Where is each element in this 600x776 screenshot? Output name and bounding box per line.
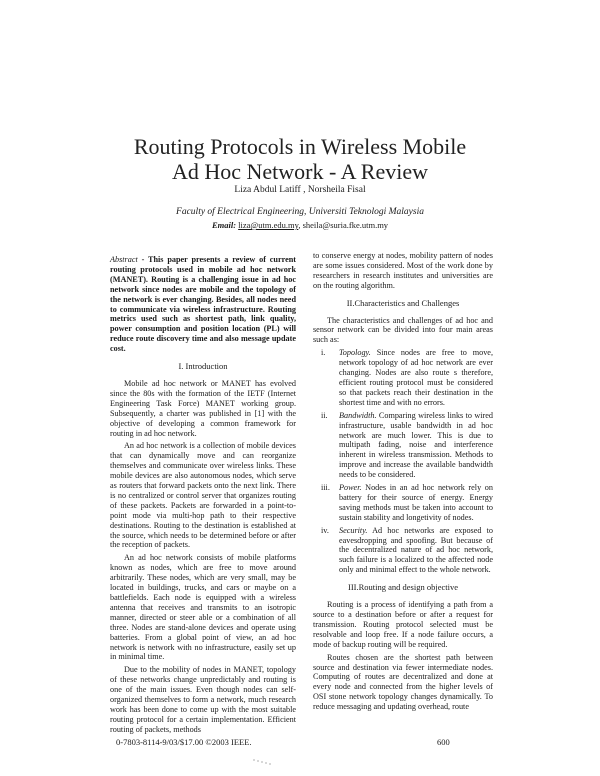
list-item-text: Nodes in an ad hoc network rely on battery for their source of energy. Energy saving methods must be taken into account to sustain stability and longetivity of nodes. [339,483,493,522]
paper-title-line-1: Routing Protocols in Wireless Mobile [133,134,467,159]
list-item [313,483,493,523]
abstract-label: Abstract [110,255,138,264]
list-marker: iii. [321,483,330,493]
list-marker: ii. [321,410,328,420]
right-column [313,251,493,715]
email-label: Email: [211,220,237,230]
paper-affiliation: Faculty of Electrical Engineering, Universiti Teknologi Malaysia [176,207,424,217]
list-item [313,526,493,576]
list-item-text: Since nodes are free to move, network topology of ad hoc network are ever changing. Nodes are also route s therefore, efficient routing protocol must be considered so that packets reach their destination in the shortest time and with no errors. [339,348,493,407]
list-item-term: Bandwidth. [339,410,377,420]
list-item [313,348,493,407]
intro-paragraph: Mobile ad hoc network or MANET has evolved since the 80s with the formation of the IETF (Internet Engineering Task Force) MANET working group. Subsequently, a charter was published in [1] with the objective of developing a common framework for routing in ad hoc network. [110,378,296,438]
scan-speck-icon [252,758,274,766]
email-2: sheila@suria.fke.utm.my [302,220,389,230]
list-item-term: Topology. [339,348,371,358]
footer-copyright: 0-7803-8114-9/03/$17.00 ©2003 IEEE. [116,737,252,747]
section-heading-introduction: I. Introduction [178,361,228,372]
routing-paragraph: Routes chosen are the shortest path between source and destination via fewer intermediate nodes. Computing of routes are decentralized and done at every node and connected from the higher levels of OSI stone network topology changes dynamically. To reduce messaging and updating overhead, route [313,652,493,712]
intro-paragraph: An ad hoc network is a collection of mobile devices that can dynamically move and can reorganize themselves and communicate over wireless links. These mobile devices are also autonomous nodes, which serve as routers that forward packets onto the next link. There is no centralized or control server that organizes routing of these packets. Packets are forwarded in a point-to-point mode via multi-hop path to their respective destinations. Routing to the destination is established at the source, which needs to be determined before or after the reception of packets. [110,441,296,550]
paper-title-line-2: Ad Hoc Network - A Review [171,159,428,184]
list-marker: i. [321,348,326,358]
continued-paragraph: to conserve energy at nodes, mobility pattern of nodes are some issues considered. Most of the work done by researchers in research institutes and universities are on the routing algorithm. [313,251,493,290]
characteristics-intro: The characteristics and challenges of ad hoc and sensor network can be divided into four main areas such as: [313,315,493,345]
list-item-term: Power. [339,483,362,493]
intro-paragraph: An ad hoc network consists of mobile platforms known as nodes, which are free to move around arbitrarily. These nodes, which are very small, may be located in buildings, trucks, and cars or maybe on a battlefields. Each node is equipped with a wireless antenna that receives and transmits to an isotropic manner, directed or steer able or a combination of all three. Nodes are stand-alone devices and operate using batteries. From a global point of view, an ad hoc network is network with no infrastructure, easily set up in minimal time. [110,553,296,662]
paper-emails: Email: liza@utm.edu.my, sheila@suria.fke.utm.my [211,220,389,230]
paper-authors: Liza Abdul Latiff , Norsheila Fisal [234,185,366,195]
section-heading-routing: III.Routing and design objective [347,582,458,593]
email-1: liza@utm.edu.my [238,220,299,230]
left-column [110,255,296,738]
routing-paragraph: Routing is a process of identifying a path from a source to a destination before or after a request for transmission. Routing protocol selected must be resolvable and loop free. If a node failure occurs, a mode of backup routing will be required. [313,600,493,649]
page-number: 600 [437,737,450,747]
section-heading-characteristics: II.Characteristics and Challenges [346,297,460,308]
list-item-text: Ad hoc networks are exposed to eavesdropping and spoofing. But because of the decentralized nature of ad hoc network, such failure is a localized to the affected node only and minimal effect to the whole network. [339,525,493,575]
abstract-text: - This paper presents a review of current routing protocols used in mobile ad hoc network (MANET). Routing is a challenging issue in ad hoc network since nodes are mobile and the topology of the network is ever changing. Besides, all nodes need to communicate via wireless infrastructure. Routing metrics used such as shortest path, link quality, power consumption and position location (PL) will reduce route discovery time and also message update cost. [110,255,296,354]
list-item-term: Security. [339,525,368,535]
list-item-text: Comparing wireless links to wired infrastructure, usable bandwidth in ad hoc network are much lower. This is due to multipath fading, noise and interference inherent in wireless transmission. Methods to improve and increase the available bandwidth needs to be considered. [339,410,493,480]
challenge-list [313,348,493,575]
abstract [110,255,296,354]
list-item [313,411,493,480]
list-marker: iv. [321,525,329,535]
intro-paragraph: Due to the mobility of nodes in MANET, topology of these networks change unpredictably and routing is one of the main issues. Even though nodes can self-organized themselves to form a network, much research work has been done to come up with the most suitable routing protocol for a certain implementation. Efficient routing of packets, methods [110,665,296,734]
